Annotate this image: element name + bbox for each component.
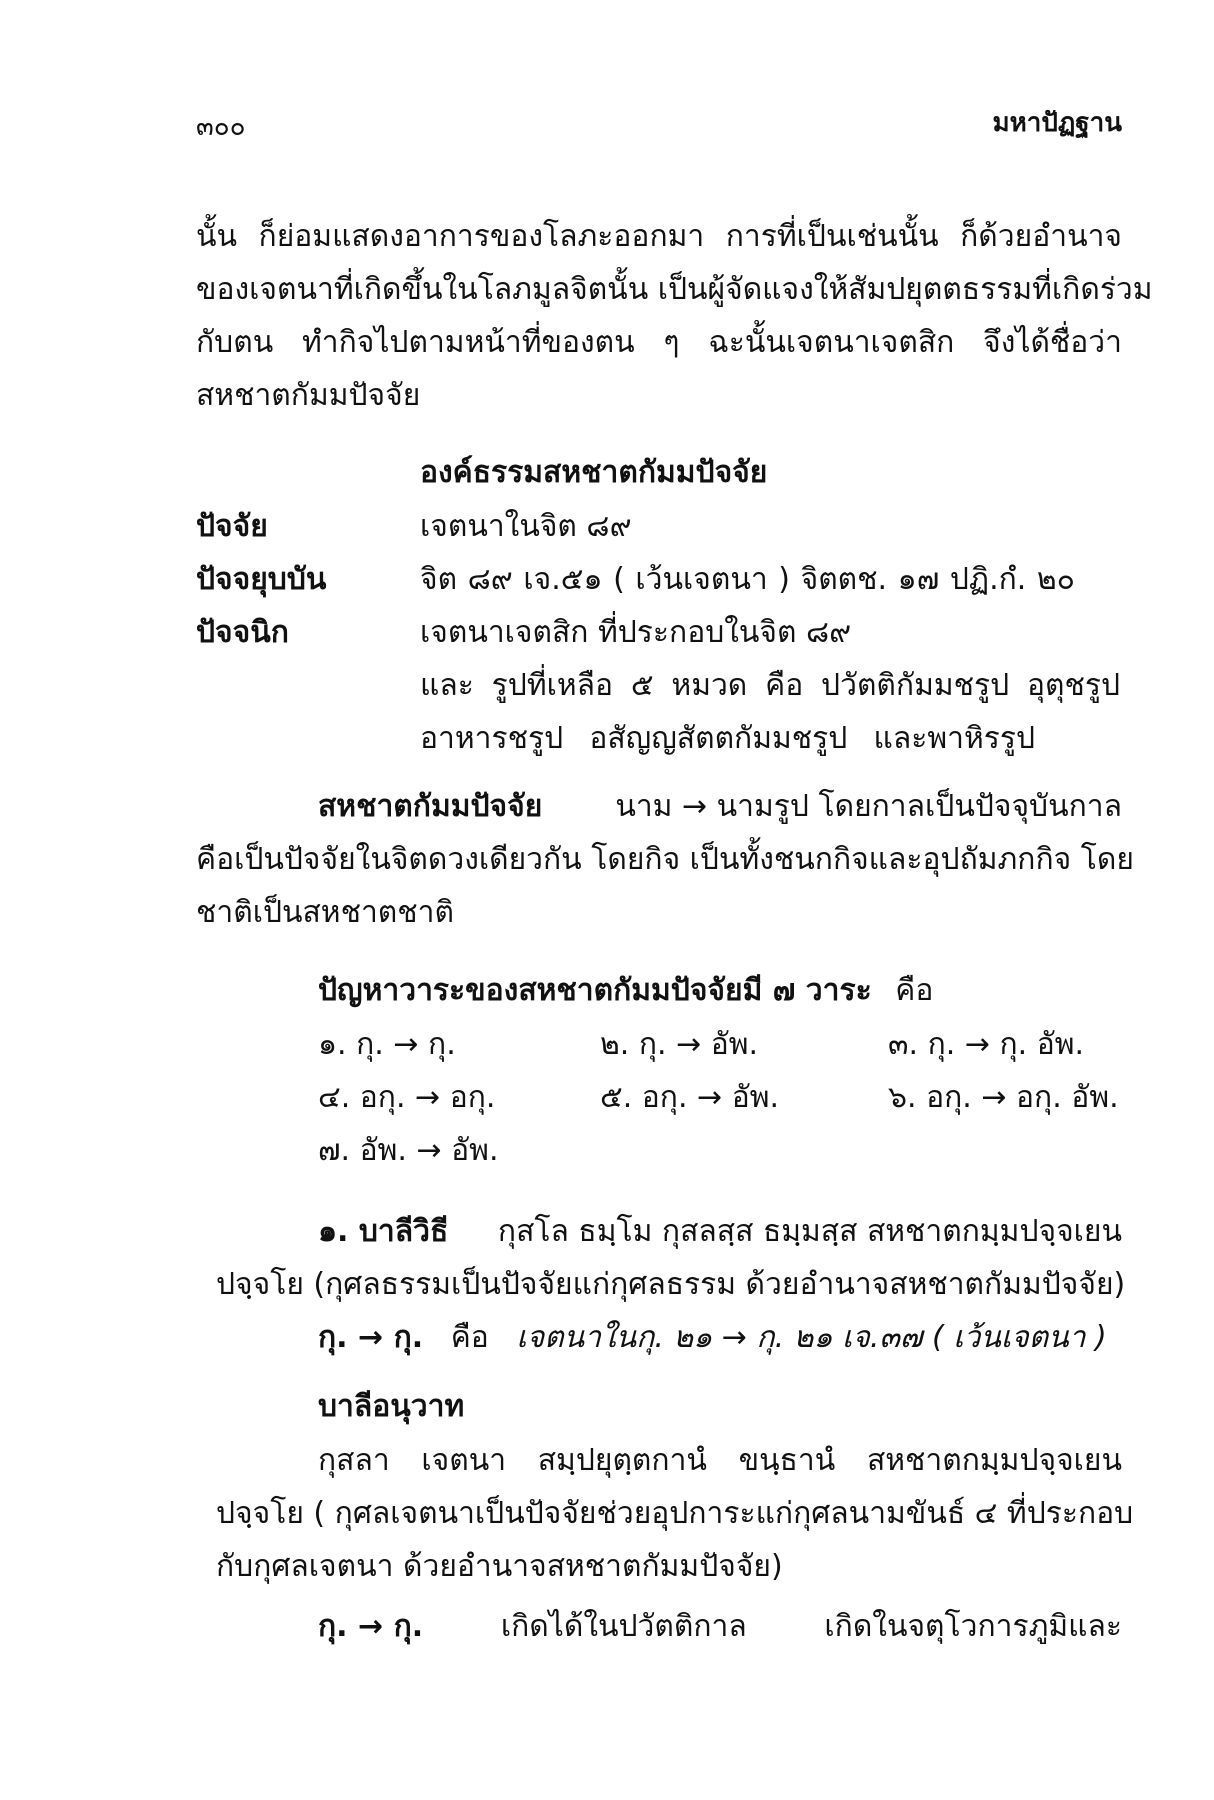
last-line-end: เกิดในจตุโวการภูมิและ	[824, 1609, 1122, 1644]
varas-heading-bold: ปัญหาวาระของสหชาตกัมมปัจจัยมี ๗ วาระ	[318, 973, 872, 1008]
last-line-bold: กุ. → กุ.	[318, 1609, 424, 1644]
pali-anuvat-last-line	[318, 1609, 1122, 1644]
ongtham-value-pajjayuppan: จิต ๘๙ เจ.๕๑ ( เว้นเจตนา ) จิตตช. ๑๗ ปฏิ.กํ. ๒๐	[420, 562, 1075, 597]
vara-item: ๗. อัพ. → อัพ.	[318, 1133, 499, 1168]
pali-vithi-bold-lead: ๑. บาลีวิธี	[318, 1214, 449, 1249]
vara-item: ๔. อกุ. → อกุ.	[318, 1080, 496, 1115]
ongtham-value-pajjanik: เจตนาเจตสิก ที่ประกอบในจิต ๘๙	[420, 615, 852, 650]
intro-line-2: ของเจตนาที่เกิดขึ้นในโลภมูลจิตนั้น เป็นผู้จัดแจงให้สัมปยุตตธรรมที่เกิดร่วม	[196, 272, 1153, 307]
intro-line-1: นั้น ก็ย่อมแสดงอาการของโลภะออกมา การที่เป็นเช่นนั้น ก็ด้วยอำนาจ	[196, 219, 1122, 254]
ongtham-label-pajjayuppan: ปัจจยุบบัน	[196, 562, 327, 597]
summary-line-2: คือเป็นปัจจัยในจิตดวงเดียวกัน โดยกิจ เป็นทั้งชนกกิจและอุปถัมภกกิจ โดย	[196, 842, 1134, 877]
summary-line-1-rest: นาม → นามรูป โดยกาลเป็นปัจจุบันกาล	[615, 789, 1122, 824]
pali-vithi-formula	[318, 1320, 1107, 1355]
varas-heading	[318, 973, 934, 1008]
book-title: มหาปัฏฐาน	[992, 108, 1122, 138]
page-number: ๓๐๐	[196, 112, 246, 142]
vara-item: ๒. กุ. → อัพ.	[600, 1027, 759, 1062]
vara-item: ๑. กุ. → กุ.	[318, 1027, 456, 1062]
vara-item: ๕. อกุ. → อัพ.	[600, 1080, 780, 1115]
summary-line-3: ชาติเป็นสหชาตชาติ	[196, 895, 454, 930]
pali-anuvat-line-2: ปจฺจโย ( กุศลเจตนาเป็นปัจจัยช่วยอุปการะแก่กุศลนามขันธ์ ๔ ที่ประกอบ	[216, 1496, 1134, 1531]
ongtham-extra-line-1: และ รูปที่เหลือ ๕ หมวด คือ ปวัตติกัมมชรูป อุตุชรูป	[420, 668, 1120, 703]
pali-vithi-line-2: ปจฺจโย (กุศลธรรมเป็นปัจจัยแก่กุศลธรรม ด้วยอำนาจสหชาตกัมมปัจจัย)	[216, 1267, 1126, 1302]
vara-item: ๖. อกุ. → อกุ. อัพ.	[888, 1080, 1119, 1115]
formula-mid: คือ	[450, 1320, 489, 1355]
formula-bold: กุ. → กุ.	[318, 1320, 424, 1355]
formula-italic: เจตนาในกุ. ๒๑ → กุ. ๒๑ เจ.๓๗ ( เว้นเจตนา )	[516, 1320, 1107, 1355]
ongtham-label-pajjai: ปัจจัย	[196, 509, 268, 544]
summary-bold-lead: สหชาตกัมมปัจจัย	[318, 789, 543, 824]
pali-anuvat-line-1: กุสลา เจตนา สมฺปยุตฺตกานํ ขนฺธานํ สหชาตกมฺมปจฺจเยน	[318, 1443, 1122, 1478]
pali-anuvat-line-3: กับกุศลเจตนา ด้วยอำนาจสหชาตกัมมปัจจัย)	[216, 1549, 783, 1584]
intro-line-3: กับตน ทำกิจไปตามหน้าที่ของตน ๆ ฉะนั้นเจตนาเจตสิก จึงได้ชื่อว่า	[196, 325, 1122, 360]
varas-heading-tail: คือ	[895, 973, 934, 1008]
vara-item: ๓. กุ. → กุ. อัพ.	[888, 1027, 1085, 1062]
pali-anuvat-heading: บาลีอนุวาท	[318, 1389, 465, 1424]
ongtham-label-pajjanik: ปัจจนิก	[196, 615, 289, 650]
summary-line-1	[318, 789, 1122, 824]
intro-line-4: สหชาตกัมมปัจจัย	[196, 378, 421, 413]
pali-vithi-line-1	[318, 1214, 1122, 1249]
ongtham-value-pajjai: เจตนาในจิต ๘๙	[420, 509, 632, 544]
last-line-mid: เกิดได้ในปวัตติกาล	[500, 1609, 747, 1644]
ongtham-title: องค์ธรรมสหชาตกัมมปัจจัย	[420, 455, 768, 490]
ongtham-extra-line-2: อาหารชรูป อสัญญสัตตกัมมชรูป และพาหิรรูป	[420, 721, 1035, 756]
pali-vithi-line-1-rest: กุสโล ธมฺโม กุสลสฺส ธมฺมสฺส สหชาตกมฺมปจฺจเยน	[497, 1214, 1122, 1249]
